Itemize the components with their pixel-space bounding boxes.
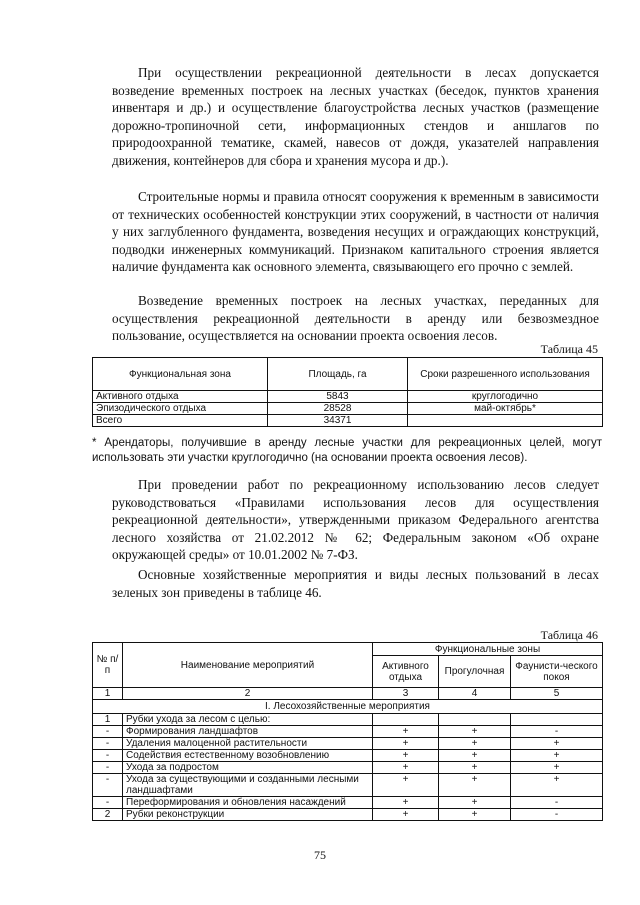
table-cell: 2 (123, 688, 373, 700)
table-row (93, 403, 603, 415)
table-cell: + (511, 762, 603, 774)
page-number: 75 (314, 848, 326, 862)
table-cell: - (93, 762, 123, 774)
table-cell: - (511, 797, 603, 809)
table-cell: 28528 (268, 403, 408, 415)
table-cell: + (373, 809, 439, 821)
table-cell: + (439, 762, 511, 774)
table46-section-title: I. Лесохозяйственные мероприятия (93, 700, 603, 714)
table-cell: - (93, 774, 123, 797)
table-cell: + (439, 809, 511, 821)
table-cell: - (93, 750, 123, 762)
table-cell: Удаления малоценной растительности (123, 738, 373, 750)
table-cell: - (93, 726, 123, 738)
table45-header-area: Площадь, га (268, 358, 408, 391)
table-45 (92, 357, 603, 427)
table-cell: Содействия естественному возобновлению (123, 750, 373, 762)
table-cell: Рубки реконструкции (123, 809, 373, 821)
table-cell: + (439, 726, 511, 738)
table-row (93, 391, 603, 403)
table46-section-row (93, 700, 603, 714)
table-cell (408, 415, 603, 427)
table-row (93, 714, 603, 726)
table-cell: + (373, 762, 439, 774)
table-cell: 5843 (268, 391, 408, 403)
table46-header-zones: Функциональные зоны (373, 643, 603, 656)
table-row (93, 415, 603, 427)
table-row (93, 774, 603, 797)
table-cell: - (93, 738, 123, 750)
paragraph-4: При проведении работ по рекреационному использованию лесов следует руководствоваться «Правилами использования лесов для осуществления рекреационной деятельности», утвержденными приказом Федерального агентства лесного хозяйства от 21.02.2012 № 62; Федеральным законом «Об охране окружающей среды» от 10.01.2002 № 7-ФЗ. (112, 477, 599, 563)
table46-caption: Таблица 46 (540, 628, 598, 642)
paragraph-5: Основные хозяйственные мероприятия и виды лесных пользований в лесах зеленых зон приведены в таблице 46. (112, 567, 599, 600)
table-cell (439, 714, 511, 726)
table-cell: Рубки ухода за лесом с целью: (123, 714, 373, 726)
table46-header-zone-walk: Прогулочная (439, 656, 511, 688)
table-46 (92, 642, 603, 821)
table-cell: + (511, 750, 603, 762)
table-cell: - (93, 797, 123, 809)
table-row (93, 797, 603, 809)
table-cell: Эпизодического отдыха (93, 403, 268, 415)
table-cell: + (373, 797, 439, 809)
table-cell: + (439, 750, 511, 762)
table-cell: + (373, 750, 439, 762)
table45-caption: Таблица 45 (540, 342, 598, 356)
table-row (93, 738, 603, 750)
table-cell: Формирования ландшафтов (123, 726, 373, 738)
table-cell: - (511, 726, 603, 738)
table46-header-row-1 (93, 643, 603, 656)
table-cell: + (373, 774, 439, 797)
table-cell: + (439, 774, 511, 797)
table-row (93, 750, 603, 762)
paragraph-3: Возведение временных построек на лесных участках, переданных для осуществления рекреационной деятельности в аренду или безвозмездное пользование, осуществляется на основании проекта освоения лесов. (112, 293, 599, 344)
table-cell: май-октябрь* (408, 403, 603, 415)
table-cell: Всего (93, 415, 268, 427)
table-cell: 34371 (268, 415, 408, 427)
table46-header-zone-fauna: Фаунисти-ческого покоя (511, 656, 603, 688)
table-cell: 2 (93, 809, 123, 821)
table-cell: + (511, 738, 603, 750)
table-cell (511, 714, 603, 726)
table46-header-num: № п/п (93, 643, 123, 688)
table-row (93, 762, 603, 774)
table45-footnote: * Арендаторы, получившие в аренду лесные участки для рекреационных целей, могут использовать эти участки круглогодично (на основании проекта освоения лесов). (92, 437, 602, 464)
table-cell: 4 (439, 688, 511, 700)
table45-header-row (93, 358, 603, 391)
table-cell: 1 (93, 688, 123, 700)
table-cell: + (373, 738, 439, 750)
table-cell: + (439, 738, 511, 750)
table-cell: + (373, 726, 439, 738)
table-cell: круглогодично (408, 391, 603, 403)
paragraph-2: Строительные нормы и правила относят сооружения к временным в зависимости от технических особенностей конструкции этих сооружений, в частности от наличия у них заглубленного фундамента, возведения несущих и ограждающих конструкций, подводки инженерных коммуникаций. Признаком капитального строения является наличие фундамента как основного элемента, связывающего его прочно с землей. (112, 189, 599, 275)
table-cell: + (439, 797, 511, 809)
table-row (93, 726, 603, 738)
table-cell: + (511, 774, 603, 797)
table46-header-zone-active: Активного отдыха (373, 656, 439, 688)
table46-colnum-row (93, 688, 603, 700)
table46-header-name: Наименование мероприятий (123, 643, 373, 688)
table-cell: 3 (373, 688, 439, 700)
table-cell: - (511, 809, 603, 821)
table-cell: Переформирования и обновления насаждений (123, 797, 373, 809)
table-cell: Активного отдыха (93, 391, 268, 403)
table45-header-zone: Функциональная зона (93, 358, 268, 391)
table-row (93, 809, 603, 821)
paragraph-1: При осуществлении рекреационной деятельности в лесах допускается возведение временных построек на лесных участках (беседок, пунктов хранения инвентаря и др.) и осуществление благоустройства лесных участков (размещение дорожно-тропиночной сети, информационных стендов и аншлагов по природоохранной тематике, скамей, навесов от дождя, указателей направления движения, контейнеров для сбора и хранения мусора и др.). (112, 65, 599, 168)
table-cell: 1 (93, 714, 123, 726)
table-cell (373, 714, 439, 726)
table-cell: 5 (511, 688, 603, 700)
table-cell: Ухода за существующими и созданными лесными ландшафтами (123, 774, 373, 797)
table45-header-period: Сроки разрешенного использования (408, 358, 603, 391)
table-cell: Ухода за подростом (123, 762, 373, 774)
